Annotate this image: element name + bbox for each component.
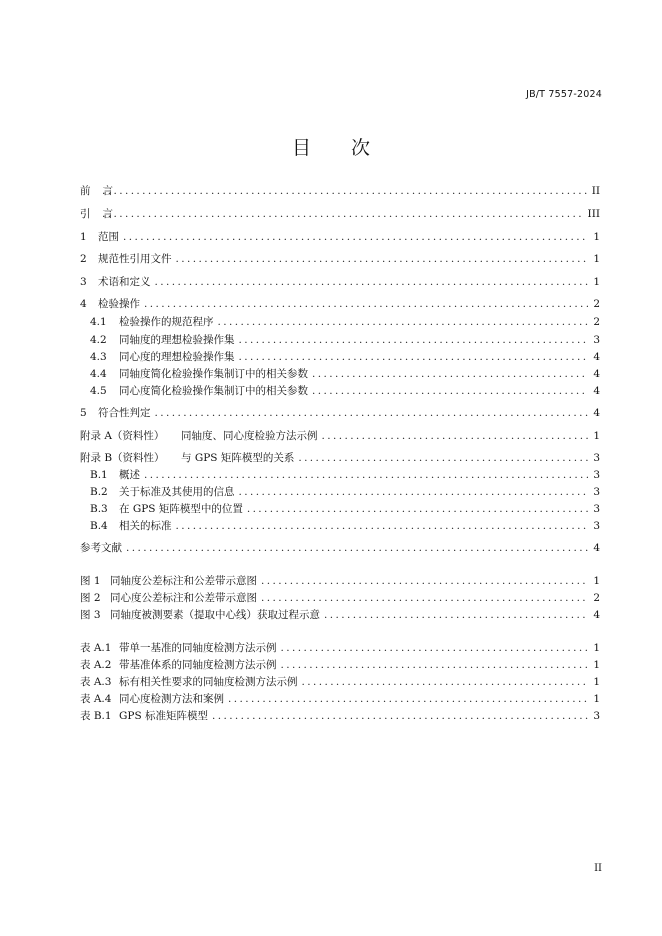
- toc-entry-label: 2: [80, 253, 87, 265]
- toc-entry-label: 1: [80, 231, 87, 243]
- toc-entry-title: 相关的标准: [119, 520, 172, 532]
- toc-entry-page: 1: [593, 676, 600, 688]
- toc-entry-title: GPS 标准矩阵模型: [119, 710, 208, 722]
- toc-entry-page: 3: [593, 486, 600, 498]
- toc-entry-page: II: [591, 185, 600, 197]
- toc-entry-label: 前言: [80, 185, 125, 197]
- toc-entry-page: 1: [593, 642, 600, 654]
- toc-entry-page: 1: [593, 276, 600, 288]
- toc-entry-page: 3: [593, 452, 600, 464]
- toc-entry-label: 附录 A（资料性）: [80, 430, 165, 442]
- toc-entry-title: 带基准体系的同轴度检测方法示例: [119, 659, 277, 671]
- toc-entry-label: B.1: [90, 469, 108, 481]
- toc-entry-title: 在 GPS 矩阵模型中的位置: [119, 503, 243, 515]
- toc-entry-annex-b[interactable]: [80, 449, 600, 465]
- toc-entry-page: 2: [593, 592, 600, 604]
- toc-entry-title: 检验操作: [98, 298, 140, 310]
- toc-entry-page: 3: [593, 503, 600, 515]
- toc-entry-page: 1: [593, 693, 600, 705]
- toc-entry-page: III: [587, 208, 600, 220]
- toc-entry-label: B.4: [90, 520, 108, 532]
- toc-entry-page: 4: [593, 368, 600, 380]
- toc-entry-label: 4.5: [90, 385, 107, 397]
- toc-entry-figure-1[interactable]: [80, 572, 600, 588]
- toc-entry-4-3[interactable]: [80, 348, 600, 364]
- toc-entry-title: 规范性引用文件: [98, 253, 172, 265]
- toc-entry-page: 3: [593, 469, 600, 481]
- toc-entry-title: 术语和定义: [98, 276, 151, 288]
- toc-entry-table-a-1[interactable]: [80, 639, 600, 655]
- toc-entry-4-2[interactable]: [80, 331, 600, 347]
- toc-entry-label: 表 A.3: [80, 676, 112, 688]
- toc-entry-b-4[interactable]: [80, 517, 600, 533]
- toc-entry-label: 图 1: [80, 575, 101, 587]
- toc-entry-page: 1: [593, 430, 600, 442]
- toc-entry-page: 1: [593, 659, 600, 671]
- toc-entry-label: 4: [80, 298, 87, 310]
- toc-entry-annex-a[interactable]: [80, 427, 600, 443]
- toc-entry-introduction[interactable]: [80, 205, 600, 221]
- toc-entry-table-a-2[interactable]: [80, 656, 600, 672]
- toc-entry-title: 同轴度、同心度检验方法示例: [181, 430, 318, 442]
- toc-entry-4-4[interactable]: [80, 365, 600, 381]
- toc-entry-page: 4: [593, 609, 600, 621]
- toc-entry-label: 3: [80, 276, 87, 288]
- toc-entry-label: 4.3: [90, 351, 107, 363]
- toc-entry-foreword[interactable]: [80, 182, 600, 198]
- toc-entry-title: 符合性判定: [98, 407, 151, 419]
- toc-entry-2[interactable]: [80, 250, 600, 266]
- toc-entry-bibliography[interactable]: [80, 539, 600, 555]
- title-char-2: 次: [351, 137, 371, 159]
- toc-entry-title: 同轴度的理想检验操作集: [119, 334, 235, 346]
- toc-entry-table-a-4[interactable]: [80, 690, 600, 706]
- toc-entry-label: 引言: [80, 208, 125, 220]
- toc-entry-label: 4.4: [90, 368, 107, 380]
- toc-entry-title: 同心度公差标注和公差带示意图: [110, 592, 257, 604]
- toc-entry-4[interactable]: [80, 295, 600, 311]
- toc-entry-title: 同心度检测方法和案例: [119, 693, 224, 705]
- toc-entry-b-2[interactable]: [80, 483, 600, 499]
- toc-entry-1[interactable]: [80, 228, 600, 244]
- toc-entry-3[interactable]: [80, 273, 600, 289]
- page-number: II: [594, 863, 602, 874]
- toc-entry-label: 附录 B（资料性）: [80, 452, 165, 464]
- toc-entry-title: 标有相关性要求的同轴度检测方法示例: [119, 676, 298, 688]
- toc-entry-title: 同轴度简化检验操作集制订中的相关参数: [119, 368, 308, 380]
- toc-entry-title: 同轴度被测要素（提取中心线）获取过程示意: [110, 609, 320, 621]
- toc-entry-page: 4: [593, 542, 600, 554]
- toc-entry-4-1[interactable]: [80, 313, 600, 329]
- toc-entry-label: 4.2: [90, 334, 107, 346]
- toc-entry-4-5[interactable]: [80, 382, 600, 398]
- toc-entry-page: 3: [593, 710, 600, 722]
- toc-entry-b-1[interactable]: [80, 466, 600, 482]
- toc-entry-title: 同轴度公差标注和公差带示意图: [110, 575, 257, 587]
- toc-entry-title: 同心度简化检验操作集制订中的相关参数: [119, 385, 308, 397]
- toc-entry-label: 表 A.4: [80, 693, 112, 705]
- title-char-1: 目: [291, 137, 311, 159]
- toc-entry-label: B.2: [90, 486, 108, 498]
- toc-entry-label: 图 3: [80, 609, 101, 621]
- toc-entry-title: 同心度的理想检验操作集: [119, 351, 235, 363]
- toc-entry-page: 1: [593, 231, 600, 243]
- toc-entry-label: 图 2: [80, 592, 101, 604]
- page-title: [0, 133, 662, 160]
- toc-entry-page: 1: [593, 575, 600, 587]
- toc-entry-title: 检验操作的规范程序: [119, 316, 214, 328]
- toc-entry-label: 表 A.2: [80, 659, 112, 671]
- toc-entry-page: 3: [593, 520, 600, 532]
- toc-entry-title: 与 GPS 矩阵模型的关系: [181, 452, 295, 464]
- toc-entry-label: 参考文献: [80, 542, 122, 554]
- toc-entry-page: 4: [593, 407, 600, 419]
- toc-entry-5[interactable]: [80, 404, 600, 420]
- toc-entry-label: 4.1: [90, 316, 107, 328]
- toc-entry-page: 3: [593, 334, 600, 346]
- toc-entry-title: 关于标准及其使用的信息: [119, 486, 235, 498]
- toc-entry-label: 表 B.1: [80, 710, 112, 722]
- toc-entry-page: 4: [593, 351, 600, 363]
- standard-code: JB/T 7557-2024: [526, 89, 602, 100]
- toc-entry-title: 范围: [98, 231, 119, 243]
- toc-entry-figure-3[interactable]: [80, 606, 600, 622]
- toc-entry-label: B.3: [90, 503, 108, 515]
- toc-entry-table-b-1[interactable]: [80, 707, 600, 723]
- toc-entry-title: 带单一基准的同轴度检测方法示例: [119, 642, 277, 654]
- toc-entry-page: 1: [593, 253, 600, 265]
- toc-entry-label: 5: [80, 407, 87, 419]
- toc-entry-page: 2: [593, 298, 600, 310]
- toc-entry-table-a-3[interactable]: [80, 673, 600, 689]
- toc-entry-label: 表 A.1: [80, 642, 112, 654]
- toc-entry-page: 2: [593, 316, 600, 328]
- toc-entry-figure-2[interactable]: [80, 589, 600, 605]
- toc-entry-b-3[interactable]: [80, 500, 600, 516]
- toc-entry-title: 概述: [119, 469, 140, 481]
- toc-entry-page: 4: [593, 385, 600, 397]
